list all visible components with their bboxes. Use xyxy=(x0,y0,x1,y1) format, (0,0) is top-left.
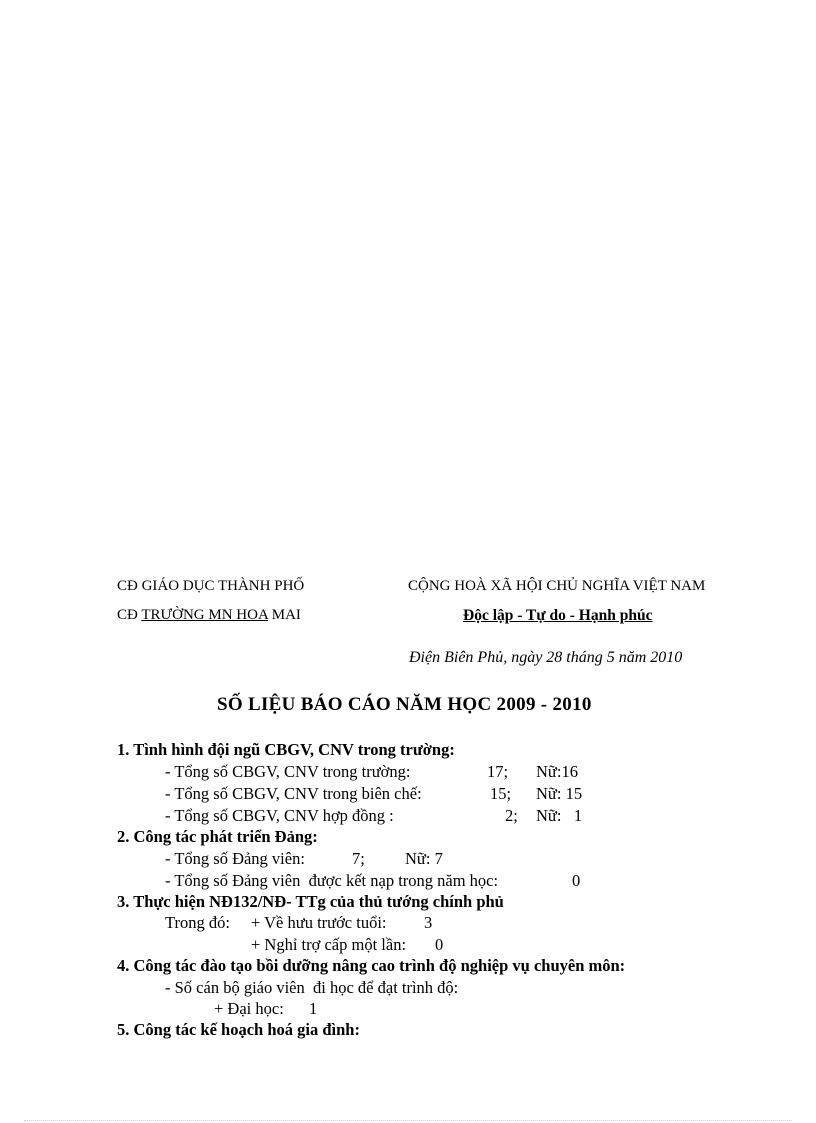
org-school-underlined: TRƯỜNG MN HOA xyxy=(141,607,268,623)
s1-item-2-label: - Tổng số CBGV, CNV trong biên chế: xyxy=(165,784,422,803)
s2-item-1-label: - Tổng số Đảng viên: xyxy=(165,849,305,868)
national-motto: Độc lập - Tự do - Hạnh phúc xyxy=(463,607,653,624)
s3-line-1-value: 3 xyxy=(424,913,433,932)
section-5-heading: 5. Công tác kế hoạch hoá gia đình: xyxy=(117,1020,360,1039)
section-2-heading: 2. Công tác phát triển Đảng: xyxy=(117,827,318,846)
section-1-heading: 1. Tình hình đội ngũ CBGV, CNV trong trường: xyxy=(117,740,455,759)
s2-item-1-nu: Nữ: 7 xyxy=(405,849,443,868)
national-title: CỘNG HOÀ XÃ HỘI CHỦ NGHĨA VIỆT NAM xyxy=(408,578,706,594)
s1-item-1-nu: Nữ:16 xyxy=(536,762,578,781)
s3-prefix: Trong đó: xyxy=(165,913,230,932)
s2-item-2-label: - Tổng số Đảng viên được kết nạp trong năm học: xyxy=(165,871,499,890)
org-prefix: CĐ xyxy=(117,607,142,623)
s1-item-3-label: - Tổng số CBGV, CNV hợp đồng : xyxy=(165,806,394,825)
org-name-line1: CĐ GIÁO DỤC THÀNH PHỐ xyxy=(117,578,305,594)
s1-item-1-label: - Tổng số CBGV, CNV trong trường: xyxy=(165,762,411,781)
date-line: Điện Biên Phủ, ngày 28 tháng 5 năm 2010 xyxy=(409,649,683,666)
section-4-heading: 4. Công tác đào tạo bồi dưỡng nâng cao trình độ nghiệp vụ chuyên môn: xyxy=(117,956,626,975)
org-name-line2 xyxy=(117,607,301,624)
s4-line-1: - Số cán bộ giáo viên đi học để đạt trình độ: xyxy=(165,978,459,997)
s4-line-2-value: 1 xyxy=(309,999,318,1018)
s3-line-1-text: + Về hưu trước tuổi: xyxy=(251,913,387,932)
s1-item-3-nu: Nữ: 1 xyxy=(536,806,583,825)
s2-item-1-value: 7; xyxy=(352,849,365,868)
org-suffix: MAI xyxy=(267,607,301,623)
s4-line-2-text: + Đại học: xyxy=(214,999,284,1018)
s3-line-2-text: + Nghỉ trợ cấp một lần: xyxy=(251,935,407,954)
s1-item-3-value: 2; xyxy=(505,806,518,825)
page-bottom-divider xyxy=(24,1120,792,1121)
s1-item-2-nu: Nữ: 15 xyxy=(536,784,583,803)
section-3-heading: 3. Thực hiện NĐ132/NĐ- TTg của thủ tướng chính phủ xyxy=(117,892,504,911)
s3-line-2-value: 0 xyxy=(435,935,444,954)
page-title: SỐ LIỆU BÁO CÁO NĂM HỌC 2009 - 2010 xyxy=(217,694,592,715)
s1-item-2-value: 15; xyxy=(490,784,512,803)
s1-item-1-value: 17; xyxy=(487,762,509,781)
s2-item-2-value: 0 xyxy=(572,871,581,890)
